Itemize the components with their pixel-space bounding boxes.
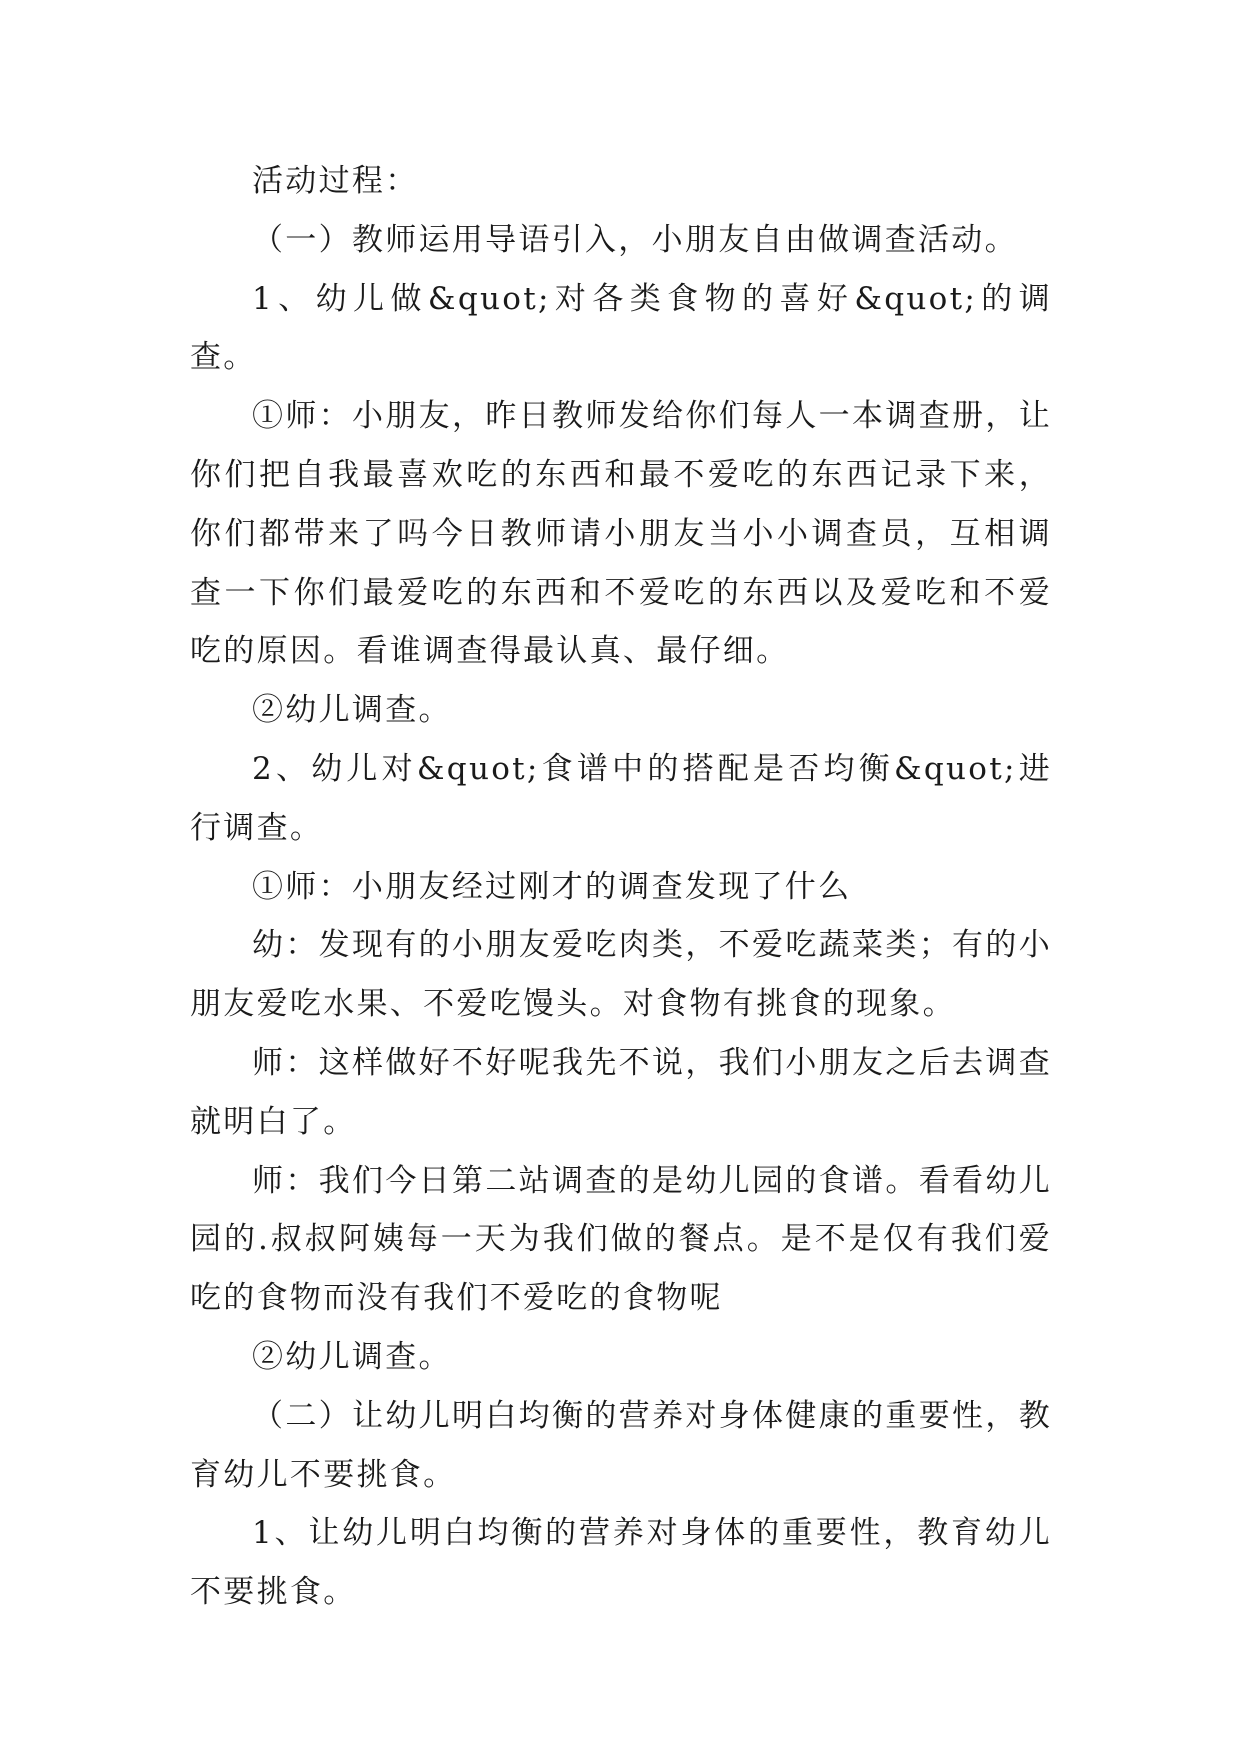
- part-two-step-one: 1、让幼儿明白均衡的营养对身体的重要性，教育幼儿不要挑食。: [190, 1515, 1052, 1611]
- part-two-heading: （二）让幼儿明白均衡的营养对身体健康的重要性，教育幼儿不要挑食。: [190, 1397, 1052, 1493]
- section-heading: 活动过程：: [252, 163, 419, 199]
- teacher-reply-paragraph: 师：这样做好不好呢我先不说，我们小朋友之后去调查就明白了。: [190, 1044, 1052, 1140]
- teacher-menu-paragraph: 师：我们今日第二站调查的是幼儿园的食谱。看看幼儿园的.叔叔阿姨每一天为我们做的餐点。是不是仅有我们爱吃的食物而没有我们不爱吃的食物呢: [190, 1162, 1052, 1317]
- step-one-heading: 1、幼儿做&quot;对各类食物的喜好&quot;的调查。: [190, 280, 1052, 376]
- part-one-heading: （一）教师运用导语引入，小朋友自由做调查活动。: [252, 221, 1018, 258]
- document-body: [190, 152, 1052, 1622]
- teacher-intro-paragraph: ①师：小朋友，昨日教师发给你们每人一本调查册，让你们把自我最喜欢吃的东西和最不爱吃的东西记录下来，你们都带来了吗今日教师请小朋友当小小调查员，互相调查一下你们最爱吃的东西和不爱吃的东西以及爱吃和不爱吃的原因。看谁调查得最认真、最仔细。: [190, 398, 1052, 670]
- child-survey-paragraph-2: ②幼儿调查。: [252, 1338, 452, 1375]
- child-answer-paragraph: 幼：发现有的小朋友爱吃肉类，不爱吃蔬菜类；有的小朋友爱吃水果、不爱吃馒头。对食物有挑食的现象。: [190, 927, 1052, 1023]
- child-survey-paragraph: ②幼儿调查。: [252, 692, 452, 729]
- step-two-heading: 2、幼儿对&quot;食谱中的搭配是否均衡&quot;进行调查。: [190, 750, 1052, 846]
- teacher-question-paragraph: ①师：小朋友经过刚才的调查发现了什么: [252, 868, 852, 905]
